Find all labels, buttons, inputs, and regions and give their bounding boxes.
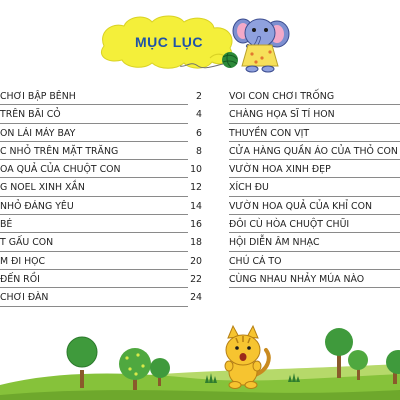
toc-right-column bbox=[229, 88, 400, 289]
toc-entry-title: TRÊN BÃI CỎ bbox=[0, 109, 61, 121]
tree-icon bbox=[150, 358, 170, 386]
toc-rule bbox=[0, 177, 188, 178]
toc-rule bbox=[229, 269, 400, 270]
toc-rule bbox=[0, 214, 188, 215]
toc-entry-title: ĐẾN RỒI bbox=[0, 273, 40, 285]
toc-entry[interactable] bbox=[229, 179, 400, 197]
toc-rule bbox=[229, 214, 400, 215]
tree-icon bbox=[325, 328, 353, 378]
toc-entry[interactable] bbox=[0, 289, 202, 307]
toc-entry-title: CHÀNG HỌA SĨ TÍ HON bbox=[229, 109, 335, 121]
toc-entry-title: CỬA HÀNG QUẦN ÁO CỦA THỎ CON bbox=[229, 145, 398, 157]
toc-rule bbox=[229, 287, 400, 288]
grass-icon bbox=[288, 373, 300, 382]
toc-rule bbox=[0, 306, 188, 307]
toc-entry-title: CHƠI BẬP BÊNH bbox=[0, 91, 76, 102]
toc-entry-page: 8 bbox=[196, 145, 202, 157]
toc-entry-page: 14 bbox=[190, 200, 202, 212]
grass-shadow bbox=[0, 390, 400, 400]
toc-rule bbox=[0, 141, 188, 142]
toc-entry-page: 2 bbox=[196, 91, 202, 102]
toc-entry-title: G NOEL XINH XẮN bbox=[0, 182, 85, 194]
toc-entry[interactable] bbox=[0, 216, 202, 234]
back-hill bbox=[0, 364, 400, 400]
toc-entry-page: 6 bbox=[196, 127, 202, 139]
toc-entry-title: VƯỜN HOA XINH ĐẸP bbox=[229, 164, 331, 176]
toc-entry-page: 16 bbox=[190, 219, 202, 231]
title-banner bbox=[0, 0, 400, 90]
elephant-illustration bbox=[0, 0, 400, 90]
toc-entry-page: 12 bbox=[190, 182, 202, 194]
toc-entry-title: M ĐI HỌC bbox=[0, 255, 46, 267]
toc-entry-title: THUYỀN CON VỊT bbox=[229, 127, 310, 139]
toc-rule bbox=[229, 177, 400, 178]
toc-entry-title: VƯỜN HOA QUẢ CỦA KHỈ CON bbox=[229, 200, 372, 212]
toc-entry[interactable] bbox=[0, 271, 202, 289]
toc-rule bbox=[0, 232, 188, 233]
toc-entry[interactable] bbox=[229, 88, 400, 106]
toc-entry[interactable] bbox=[0, 234, 202, 252]
grass-icon bbox=[205, 373, 217, 383]
toc-rule bbox=[0, 123, 188, 124]
toc-entry[interactable] bbox=[229, 143, 400, 161]
toc-entry[interactable] bbox=[0, 106, 202, 124]
toc-entry[interactable] bbox=[229, 271, 400, 289]
toc-rule bbox=[229, 104, 400, 105]
toc-entry-title: ON LÁI MÁY BAY bbox=[0, 127, 76, 139]
toc-rule bbox=[0, 269, 188, 270]
toc-entry-title: HỘI DIỄN ÂM NHẠC bbox=[229, 237, 320, 249]
toc-rule bbox=[229, 251, 400, 252]
toc-entry-page: 24 bbox=[190, 292, 202, 304]
toc-rule bbox=[229, 232, 400, 233]
toc-entry[interactable] bbox=[229, 161, 400, 179]
toc-entry-title: NHỎ ĐÁNG YÊU bbox=[0, 200, 74, 212]
toc-entry-title: C NHỎ TRÊN MẶT TRĂNG bbox=[0, 145, 119, 157]
toc-entry-title: VOI CON CHƠI TRỐNG bbox=[229, 91, 335, 102]
tree-icon bbox=[119, 348, 151, 390]
toc-entry[interactable] bbox=[0, 143, 202, 161]
toc-entry-title: CÙNG NHAU NHẢY MÚA NÀO bbox=[229, 273, 365, 285]
toc-entry[interactable] bbox=[0, 161, 202, 179]
toc-entry-title: ĐÔI CÙ HÒA CHUỘT CHŨI bbox=[229, 219, 350, 231]
toc-rule bbox=[229, 141, 400, 142]
toc-entry[interactable] bbox=[0, 125, 202, 143]
toc-entry[interactable] bbox=[0, 88, 202, 106]
toc-entry-page: 20 bbox=[190, 255, 202, 267]
toc-entry[interactable] bbox=[229, 253, 400, 271]
toc-left-column bbox=[0, 88, 202, 308]
tree-icon bbox=[348, 350, 368, 380]
toc-entry-title: OA QUẢ CỦA CHUỘT CON bbox=[0, 164, 121, 176]
yarn-ball-icon bbox=[222, 52, 238, 68]
toc-entry-title: CHƠI ĐÀN bbox=[0, 292, 49, 304]
toc-rule bbox=[0, 287, 188, 288]
toc-entry-page: 10 bbox=[190, 164, 202, 176]
toc-rule bbox=[0, 196, 188, 197]
toc-rule bbox=[0, 251, 188, 252]
toc-entry-page: 22 bbox=[190, 273, 202, 285]
toc-entry[interactable] bbox=[229, 216, 400, 234]
toc-entry[interactable] bbox=[0, 253, 202, 271]
toc-entry-title: T GẤU CON bbox=[0, 237, 54, 249]
toc-entry-page: 4 bbox=[196, 109, 202, 121]
toc-rule bbox=[229, 123, 400, 124]
toc-entry[interactable] bbox=[229, 198, 400, 216]
toc-entry[interactable] bbox=[0, 198, 202, 216]
cat-illustration bbox=[225, 326, 269, 389]
toc-rule bbox=[229, 159, 400, 160]
toc-rule bbox=[229, 196, 400, 197]
tree-icon bbox=[386, 350, 400, 384]
page-title: MỤC LỤC bbox=[134, 34, 204, 50]
toc-rule bbox=[0, 159, 188, 160]
toc-entry[interactable] bbox=[0, 179, 202, 197]
toc-entry[interactable] bbox=[229, 125, 400, 143]
toc-rule bbox=[0, 104, 188, 105]
toc-entry-title: XÍCH ĐU bbox=[229, 182, 269, 194]
toc-entry-page: 18 bbox=[190, 237, 202, 249]
grass-field bbox=[0, 374, 400, 400]
toc-entry[interactable] bbox=[229, 234, 400, 252]
toc-entry-title: CHÚ CÁ TO bbox=[229, 255, 282, 267]
toc-entry-title: BÉ bbox=[0, 219, 13, 231]
toc-entry[interactable] bbox=[229, 106, 400, 124]
tree-icon bbox=[67, 337, 97, 388]
